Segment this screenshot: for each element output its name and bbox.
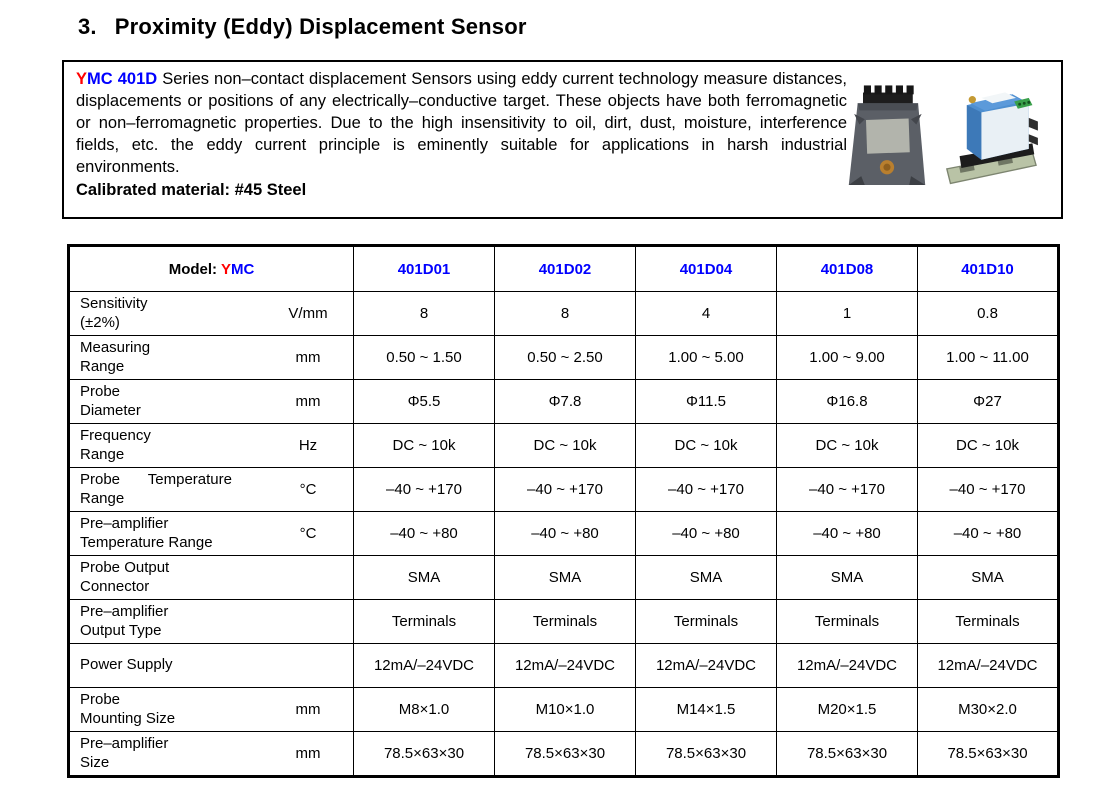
spec-value-cell: 12mA/–24VDC	[495, 644, 636, 688]
spec-value-cell: M10×1.0	[495, 688, 636, 732]
spec-table-row	[69, 468, 1059, 512]
spec-value-cell: 78.5×63×30	[777, 732, 918, 777]
spec-table-body	[69, 292, 1059, 777]
row-unit: mm	[295, 745, 321, 762]
spec-value-cell: –40 ~ +170	[354, 468, 495, 512]
brand-letters-mc: MC	[87, 70, 113, 88]
spec-value-cell: 12mA/–24VDC	[354, 644, 495, 688]
spec-value-cell: –40 ~ +80	[354, 512, 495, 556]
section-number: 3.	[78, 14, 97, 39]
spec-value-cell: M20×1.5	[777, 688, 918, 732]
spec-value-cell: Terminals	[495, 600, 636, 644]
spec-value-cell: M8×1.0	[354, 688, 495, 732]
spec-value-cell: 78.5×63×30	[918, 732, 1059, 777]
spec-value-cell: 8	[495, 292, 636, 336]
row-label: Probe Mounting Size	[80, 690, 176, 727]
model-column-401d04: 401D04	[636, 246, 777, 292]
row-label: Probe Diameter	[80, 382, 141, 419]
row-label: Frequency Range	[80, 426, 151, 463]
spec-value-cell: 1.00 ~ 9.00	[777, 336, 918, 380]
spec-value-cell: 78.5×63×30	[354, 732, 495, 777]
intro-paragraph	[76, 69, 847, 179]
spec-value-cell: 12mA/–24VDC	[777, 644, 918, 688]
spec-value-cell: Φ16.8	[777, 380, 918, 424]
spec-value-cell: 1.00 ~ 5.00	[636, 336, 777, 380]
intro-text	[76, 69, 847, 202]
product-photos	[847, 69, 1053, 193]
spec-table-row	[69, 336, 1059, 380]
model-column-401d08: 401D08	[777, 246, 918, 292]
model-column-401d01: 401D01	[354, 246, 495, 292]
spec-label-cell	[69, 292, 354, 336]
spec-label-cell	[69, 424, 354, 468]
spec-table-row	[69, 556, 1059, 600]
spec-value-cell: 12mA/–24VDC	[918, 644, 1059, 688]
spec-value-cell: –40 ~ +170	[495, 468, 636, 512]
spec-table-row	[69, 292, 1059, 336]
spec-table-row	[69, 688, 1059, 732]
spec-value-cell: –40 ~ +80	[636, 512, 777, 556]
spec-table-row	[69, 644, 1059, 688]
model-label: Model:	[168, 260, 221, 278]
spec-value-cell: –40 ~ +170	[777, 468, 918, 512]
row-unit: mm	[295, 701, 321, 718]
spec-label-cell	[69, 688, 354, 732]
brand-letter-y: Y	[76, 70, 88, 88]
model-column-401d10: 401D10	[918, 246, 1059, 292]
row-label: Pre–amplifier Size	[80, 734, 169, 771]
spec-value-cell: SMA	[918, 556, 1059, 600]
model-header-cell	[69, 246, 354, 292]
spec-value-cell: 0.8	[918, 292, 1059, 336]
spec-value-cell: 8	[354, 292, 495, 336]
row-unit: V/mm	[288, 305, 328, 322]
calibrated-material-note: Calibrated material: #45 Steel	[76, 180, 307, 199]
spec-table-row	[69, 600, 1059, 644]
spec-value-cell: –40 ~ +170	[918, 468, 1059, 512]
spec-value-cell: DC ~ 10k	[918, 424, 1059, 468]
row-unit: Hz	[298, 437, 318, 454]
spec-label-cell	[69, 512, 354, 556]
row-label: Power Supply	[80, 656, 173, 674]
spec-value-cell: DC ~ 10k	[636, 424, 777, 468]
row-label: Probe Temperature Range	[80, 470, 232, 507]
spec-value-cell: –40 ~ +80	[777, 512, 918, 556]
datasheet-page	[0, 14, 1102, 791]
spec-value-cell: 78.5×63×30	[636, 732, 777, 777]
model-column-401d02: 401D02	[495, 246, 636, 292]
spec-table-row	[69, 424, 1059, 468]
spec-value-cell: Terminals	[918, 600, 1059, 644]
intro-body-text: Series non–contact displacement Sensors using eddy current technology measure distances, displacements or positions of any electrically–conductive target. These objects have both ferromagnetic or non–ferromagnetic properties. Due to the high insensitivity to oil, dirt, dust, moisture, interference fields, etc. the eddy current principle is eminently suitable for applications in harsh industrial environments.	[76, 70, 847, 176]
spec-value-cell: SMA	[495, 556, 636, 600]
row-label: Pre–amplifier Output Type	[80, 602, 169, 639]
row-unit: °C	[299, 481, 317, 498]
spec-value-cell: SMA	[354, 556, 495, 600]
spec-value-cell: 78.5×63×30	[495, 732, 636, 777]
spec-value-cell: Terminals	[636, 600, 777, 644]
spec-value-cell: –40 ~ +80	[495, 512, 636, 556]
pre-amplifier-module-photo	[847, 83, 927, 191]
spec-value-cell: SMA	[777, 556, 918, 600]
row-unit: °C	[299, 525, 317, 542]
series-model: 401D	[112, 70, 158, 88]
spec-value-cell: 1.00 ~ 11.00	[918, 336, 1059, 380]
spec-table	[67, 244, 1060, 778]
spec-value-cell: Φ7.8	[495, 380, 636, 424]
spec-value-cell: M30×2.0	[918, 688, 1059, 732]
spec-value-cell: Φ27	[918, 380, 1059, 424]
spec-table-row	[69, 732, 1059, 777]
spec-table-header-row	[69, 246, 1059, 292]
spec-label-cell	[69, 644, 354, 688]
spec-value-cell: 1	[777, 292, 918, 336]
spec-value-cell: M14×1.5	[636, 688, 777, 732]
intro-box	[62, 60, 1063, 219]
spec-value-cell: –40 ~ +170	[636, 468, 777, 512]
spec-value-cell: 4	[636, 292, 777, 336]
row-label: Sensitivity (±2%)	[80, 294, 148, 331]
row-label: Probe Output Connector	[80, 558, 170, 595]
spec-table-row	[69, 512, 1059, 556]
row-label: Measuring Range	[80, 338, 151, 375]
spec-value-cell: DC ~ 10k	[777, 424, 918, 468]
spec-label-cell	[69, 380, 354, 424]
spec-label-cell	[69, 336, 354, 380]
spec-value-cell: 12mA/–24VDC	[636, 644, 777, 688]
spec-value-cell: Terminals	[777, 600, 918, 644]
model-brand-mc: MC	[230, 260, 255, 278]
spec-value-cell: 0.50 ~ 1.50	[354, 336, 495, 380]
row-unit: mm	[295, 393, 321, 410]
spec-table-row	[69, 380, 1059, 424]
terminal-block	[863, 85, 914, 105]
spec-value-cell: 0.50 ~ 2.50	[495, 336, 636, 380]
section-title-text: Proximity (Eddy) Displacement Sensor	[114, 14, 527, 39]
spec-value-cell: SMA	[636, 556, 777, 600]
spec-value-cell: Terminals	[354, 600, 495, 644]
spec-value-cell: DC ~ 10k	[495, 424, 636, 468]
row-label: Pre–amplifier Temperature Range	[80, 514, 213, 551]
row-unit: mm	[295, 349, 321, 366]
spec-value-cell: DC ~ 10k	[354, 424, 495, 468]
spec-label-cell	[69, 732, 354, 777]
model-brand-y: Y	[220, 260, 231, 278]
din-rail-sensor-module-photo	[945, 81, 1047, 193]
spec-value-cell: Φ5.5	[354, 380, 495, 424]
spec-value-cell: –40 ~ +80	[918, 512, 1059, 556]
page-title	[78, 14, 1102, 40]
spec-label-cell	[69, 468, 354, 512]
spec-value-cell: Φ11.5	[636, 380, 777, 424]
spec-label-cell	[69, 600, 354, 644]
spec-label-cell	[69, 556, 354, 600]
